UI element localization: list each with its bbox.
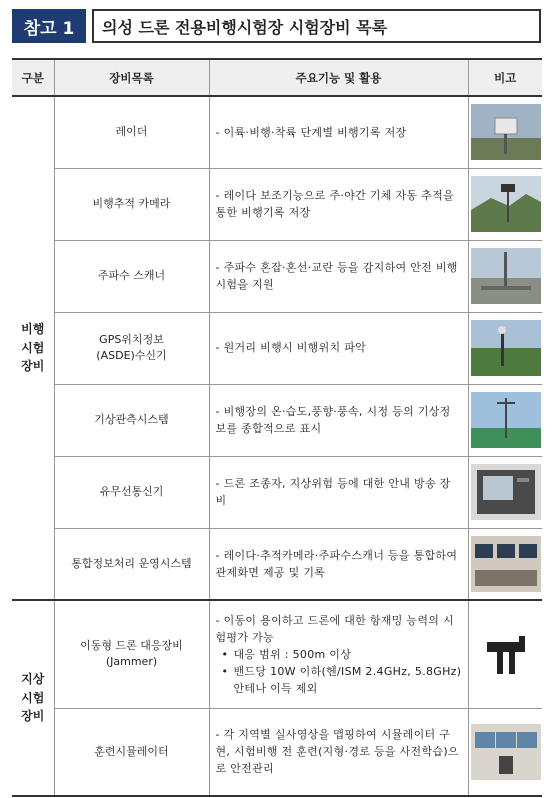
table-row <box>12 456 542 528</box>
equipment-name: 훈련시뮬레이터 <box>54 708 209 796</box>
table-row <box>12 384 542 456</box>
bullet-item: • 대응 범위 : 500m 이상 <box>234 646 462 663</box>
table-row <box>12 240 542 312</box>
bullet-item: • 밴드당 10W 이하(헨/ISM 2.4GHz, 5.8GHz) 안테나 이득 제외 <box>234 663 462 697</box>
control-system-photo <box>471 536 541 592</box>
equipment-name: 레이더 <box>54 96 209 168</box>
table-row <box>12 312 542 384</box>
equipment-function: - 이륙·비행·착륙 단계별 비행기록 저장 <box>209 96 468 168</box>
equipment-name: GPS위치정보 (ASDE)수신기 <box>54 312 209 384</box>
document-header <box>12 9 541 43</box>
column-header-function: 주요기능 및 활용 <box>209 59 468 96</box>
equipment-name: 기상관측시스템 <box>54 384 209 456</box>
equipment-photo-cell <box>468 600 542 708</box>
category-flight-test: 비행 시험 장비 <box>12 96 54 600</box>
table-row <box>12 96 542 168</box>
equipment-photo-cell <box>468 708 542 796</box>
equipment-function: - 각 지역별 실사영상을 맵핑하여 시뮬레이터 구현, 시험비행 전 훈련(지형·경로 등을 사전학습)으로 안전관리 <box>209 708 468 796</box>
weather-station-photo <box>471 392 541 448</box>
equipment-photo-cell <box>468 96 542 168</box>
equipment-photo-cell <box>468 168 542 240</box>
equipment-name: 주파수 스캐너 <box>54 240 209 312</box>
equipment-name: 이동형 드론 대응장비 (Jammer) <box>54 600 209 708</box>
radar-photo <box>471 104 541 160</box>
equipment-photo-cell <box>468 456 542 528</box>
equipment-table <box>12 58 542 797</box>
column-header-remarks: 비고 <box>468 59 542 96</box>
jammer-photo <box>471 626 541 682</box>
equipment-function: - 비행장의 온·습도,풍향·풍속, 시정 등의 기상정보를 종합적으로 표시 <box>209 384 468 456</box>
gps-receiver-photo <box>471 320 541 376</box>
table-row <box>12 600 542 708</box>
equipment-photo-cell <box>468 384 542 456</box>
equipment-function: - 원거리 비행시 비행위치 파악 <box>209 312 468 384</box>
function-bullets <box>216 646 462 697</box>
equipment-photo-cell <box>468 240 542 312</box>
equipment-function: - 레이다·추적카메라·주파수스캐너 등을 통합하여 관제화면 제공 및 기록 <box>209 528 468 600</box>
frequency-scanner-photo <box>471 248 541 304</box>
table-row <box>12 708 542 796</box>
table-row <box>12 168 542 240</box>
category-ground-test: 지상 시험 장비 <box>12 600 54 796</box>
equipment-name: 비행추적 카메라 <box>54 168 209 240</box>
radio-communicator-photo <box>471 464 541 520</box>
equipment-function: - 레이다 보조기능으로 주·야간 기체 자동 추적을 통한 비행기록 저장 <box>209 168 468 240</box>
function-text: - 이동이 용이하고 드론에 대한 항재밍 능력의 시험평가 가능 <box>215 613 454 644</box>
column-header-category: 구분 <box>12 59 54 96</box>
reference-badge: 참고 1 <box>12 9 86 43</box>
equipment-photo-cell <box>468 312 542 384</box>
equipment-name: 통합정보처리 운영시스템 <box>54 528 209 600</box>
equipment-function: - 드론 조종자, 지상위험 등에 대한 안내 방송 장비 <box>209 456 468 528</box>
column-header-equipment: 장비목록 <box>54 59 209 96</box>
equipment-function: - 주파수 혼잡·혼선·교란 등을 감지하여 안전 비행시험을 지원 <box>209 240 468 312</box>
tracking-camera-photo <box>471 176 541 232</box>
equipment-function <box>209 600 468 708</box>
table-header-row <box>12 59 542 96</box>
equipment-name: 유무선통신기 <box>54 456 209 528</box>
equipment-photo-cell <box>468 528 542 600</box>
document-title: 의성 드론 전용비행시험장 시험장비 목록 <box>92 9 541 43</box>
simulator-photo <box>471 724 541 780</box>
table-row <box>12 528 542 600</box>
